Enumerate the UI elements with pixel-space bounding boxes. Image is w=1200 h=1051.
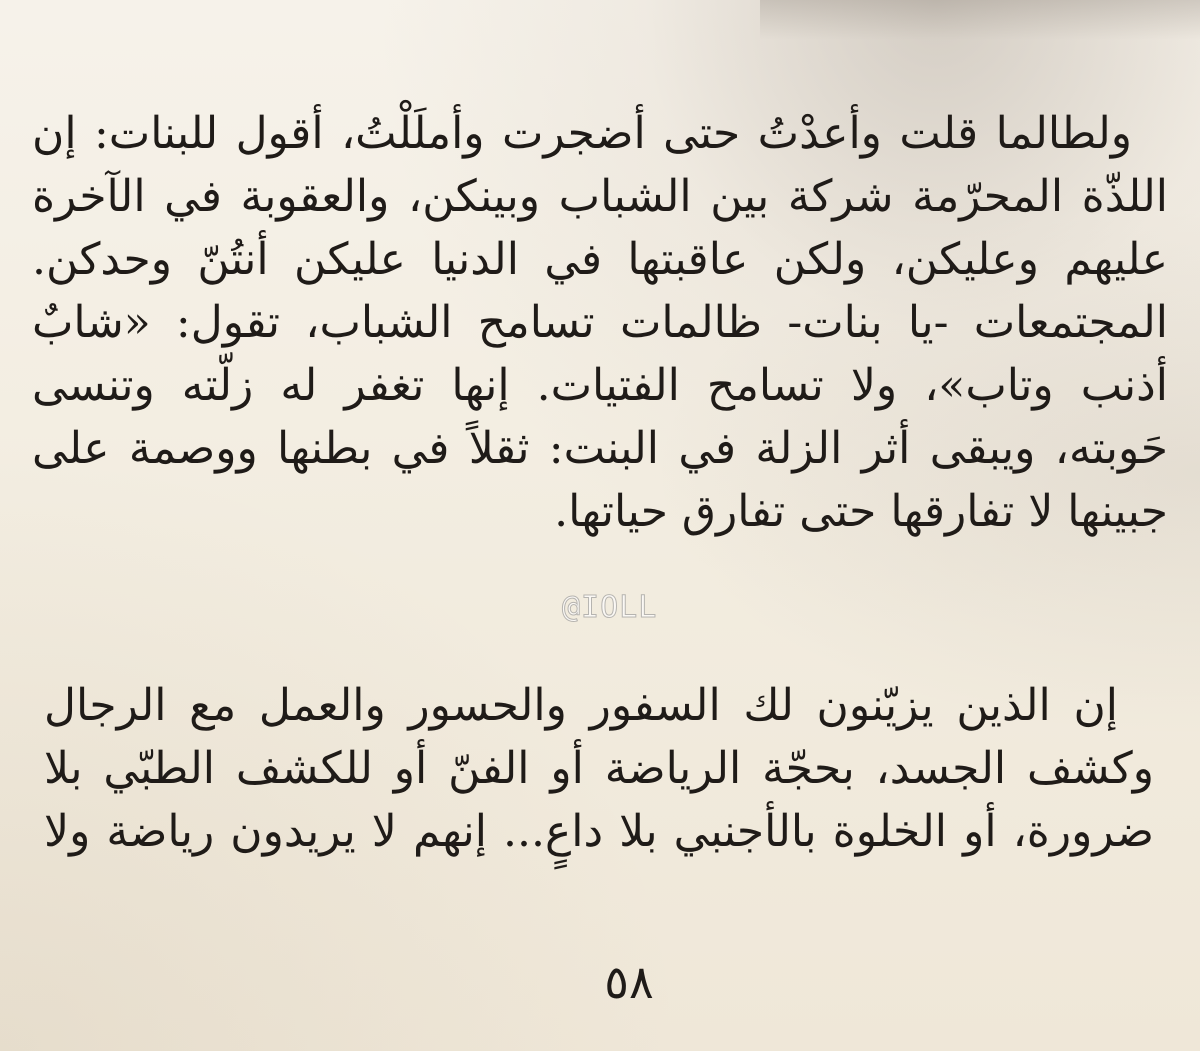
watermark: @IOLL: [562, 590, 658, 625]
paragraph-1: ولطالما قلت وأعدْتُ حتى أضجرت وأملَلْتُ، أقول للبنات: إن اللذّة المحرّمة شركة بين الشباب وبينكن، والعقوبة في الآخرة عليهم وعليكن، ولكن عاقبتها في الدنيا عليكن أنتُنّ وحدكن. المجتمعات -يا بنات- ظالمات تسامح الشباب، تقول: «شابٌ أذنب وتاب»، ولا تسامح الفتيات. إنها تغفر له زلّته وتنسى حَوبته، ويبقى أثر الزلة في البنت: ثقلاً في بطنها ووصمة على جبينها لا تفارقها حتى تفارق حياتها.: [32, 108, 1168, 537]
paragraph-2: إن الذين يزيّنون لك السفور والحسور والعمل مع الرجال وكشف الجسد، بحجّة الرياضة أو الفنّ أو للكشف الطبّي بلا ضرورة، أو الخلوة بالأجنبي بلا داعٍ... إنهم لا يريدون رياضة ولا: [44, 680, 1154, 857]
bleed-through-shadow: [760, 0, 1200, 40]
page-number: ٥٨: [604, 955, 654, 1009]
